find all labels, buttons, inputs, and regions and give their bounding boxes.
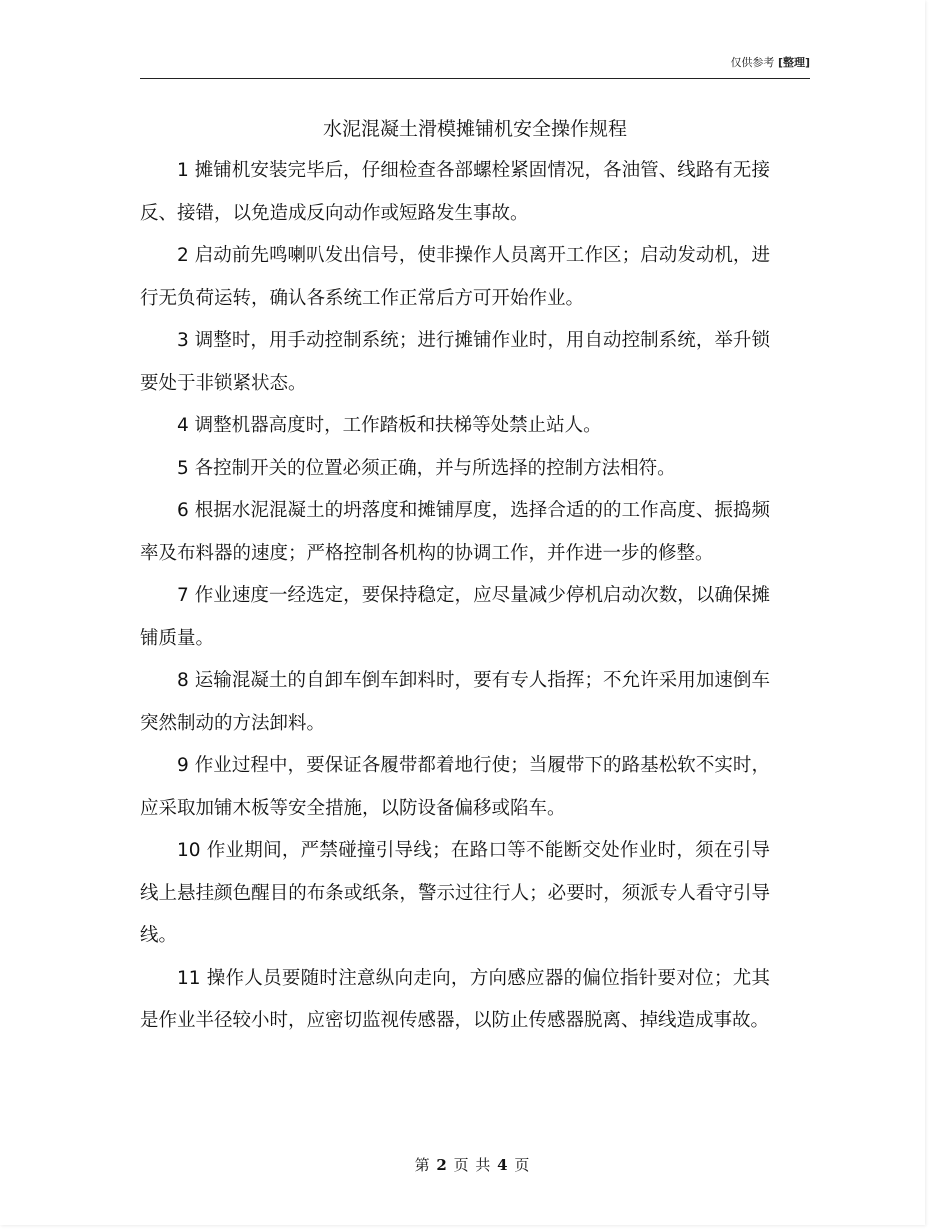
paragraph-3: 3 调整时，用手动控制系统；进行摊铺作业时，用自动控制系统，举升锁要处于非锁紧状态。	[140, 330, 770, 394]
page-header	[140, 56, 810, 79]
footer-mid: 页 共	[453, 1156, 492, 1174]
paragraph-9: 9 作业过程中，要保证各履带都着地行使；当履带下的路基松软不实时，应采取加铺木板等安全措施，以防设备偏移或陷车。	[140, 755, 770, 819]
current-page-number: 2	[436, 1156, 448, 1174]
paragraph-6: 6 根据水泥混凝土的坍落度和摊铺厚度，选择合适的的工作高度、振捣频率及布料器的速度；严格控制各机构的协调工作，并作进一步的修整。	[140, 500, 770, 564]
paragraph-5: 5 各控制开关的位置必须正确，并与所选择的控制方法相符。	[177, 457, 676, 479]
paragraph-7: 7 作业速度一经选定，要保持稳定，应尽量减少停机启动次数，以确保摊铺质量。	[140, 585, 770, 649]
paragraph-2: 2 启动前先鸣喇叭发出信号，使非操作人员离开工作区；启动发动机，进行无负荷运转，确认各系统工作正常后方可开始作业。	[140, 245, 770, 309]
footer-suffix: 页	[514, 1156, 531, 1174]
header-note: 仅供参考	[730, 56, 775, 69]
document-body	[140, 150, 770, 1043]
total-pages-number: 4	[497, 1156, 509, 1174]
paragraph-1: 1 摊铺机安装完毕后，仔细检查各部螺栓紧固情况，各油管、线路有无接反、接错，以免造成反向动作或短路发生事故。	[140, 160, 770, 224]
footer-prefix: 第	[414, 1156, 431, 1174]
header-tag: [整理]	[777, 56, 810, 69]
paragraph-4: 4 调整机器高度时，工作踏板和扶梯等处禁止站人。	[177, 415, 602, 436]
document-title: 水泥混凝土滑模摊铺机安全操作规程	[322, 118, 627, 140]
paragraph-10: 10 作业期间，严禁碰撞引导线；在路口等不能断交处作业时，须在引导线上悬挂颜色醒目的布条或纸条，警示过往行人；必要时，须派专人看守引导线。	[140, 840, 770, 946]
paragraph-11: 11 操作人员要随时注意纵向走向，方向感应器的偏位指针要对位；尤其是作业半径较小时，应密切监视传感器，以防止传感器脱离、掉线造成事故。	[140, 967, 770, 1031]
paragraph-8: 8 运输混凝土的自卸车倒车卸料时，要有专人指挥；不允许采用加速倒车突然制动的方法卸料。	[140, 670, 770, 734]
page-footer	[0, 1154, 945, 1175]
